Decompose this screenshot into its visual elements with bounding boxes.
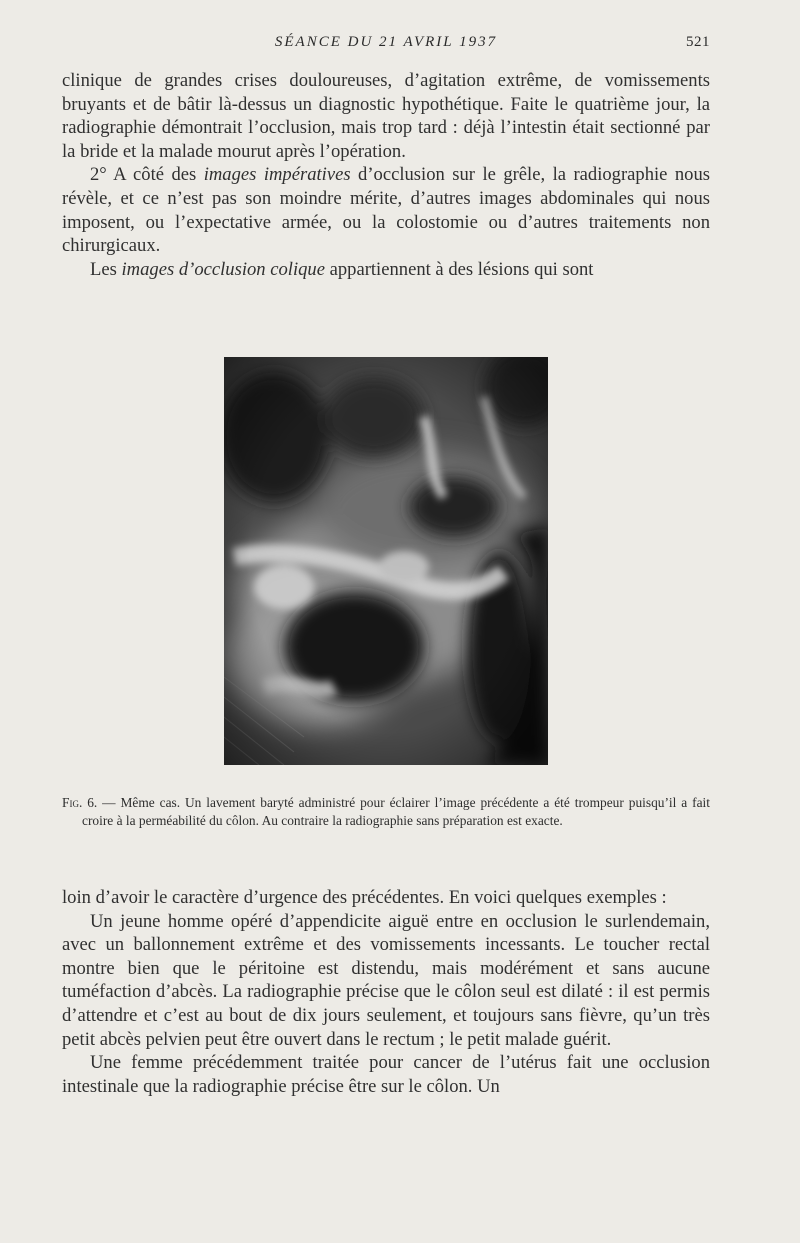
running-header xyxy=(62,34,710,56)
radiograph-figure xyxy=(224,357,548,765)
radiograph-image xyxy=(224,357,548,765)
paragraph: loin d’avoir le caractère d’urgence des précédentes. En voici quelques exemples : xyxy=(62,887,667,908)
paragraph xyxy=(62,258,710,282)
caption-text: Même cas. Un lavement baryté administré pour éclairer l’image précédente a été trompeur puisqu’il a fait croire à la perméabilité du côlon. Au contraire la radiographie sans préparation est exacte. xyxy=(82,795,710,828)
figure-label: Fig. 6. xyxy=(62,795,98,810)
paragraph: Une femme précédemment traitée pour cancer de l’utérus fait une occlusion intestinale que la radiographie précise être sur le côlon. Un xyxy=(62,1052,710,1097)
bottom-text-block xyxy=(62,886,710,1098)
emphasis-text: images impératives xyxy=(203,164,351,186)
figure-caption xyxy=(62,794,710,829)
header-title: SÉANCE DU 21 AVRIL 1937 xyxy=(274,34,498,50)
paragraph-text: d’occlusion sur le grêle, la radiographie nous révèle, et ce n’est pas son moindre mérite, d’autres images abdominales qui nous imposent, ou l’expectative armée, ou la colostomie ou d’autres traitements non chirurgicaux. xyxy=(62,164,710,257)
page-number: 521 xyxy=(686,34,710,50)
paragraph: Un jeune homme opéré d’appendicite aiguë entre en occlusion le surlendemain, avec un ballonnement extrême et des vomissements incessants. Le toucher rectal montre bien que le péritoine est distendu, mais modérément et sans aucune tuméfaction d’abcès. La radiographie précise que le côlon seul est dilaté : il est permis d’attendre et c’est au bout de dix jours seulement, et toujours sans fièvre, qu’un très petit abcès pelvien peut être ouvert dans le rectum ; le petit malade guérit. xyxy=(62,910,710,1050)
paragraph xyxy=(62,163,710,257)
paragraph-text: Les xyxy=(90,258,122,280)
caption-paragraph xyxy=(62,794,710,829)
top-text-block xyxy=(62,69,710,281)
paragraph-text: appartiennent à des lésions qui sont xyxy=(324,258,594,280)
emphasis-text: images d’occlusion colique xyxy=(121,258,325,280)
paragraph-text: 2° A côté des xyxy=(90,164,204,186)
caption-dash: — xyxy=(97,795,121,810)
paragraph: clinique de grandes crises douloureuses, d’agitation extrême, de vomissements bruyants et de bâtir là-dessus un diagnostic hypothétique. Faite le quatrième jour, la radiographie démontrait l’occlusion, mais trop tard : déjà l’intestin était sectionné par la bride et la malade mourut après l’opération. xyxy=(62,70,710,162)
